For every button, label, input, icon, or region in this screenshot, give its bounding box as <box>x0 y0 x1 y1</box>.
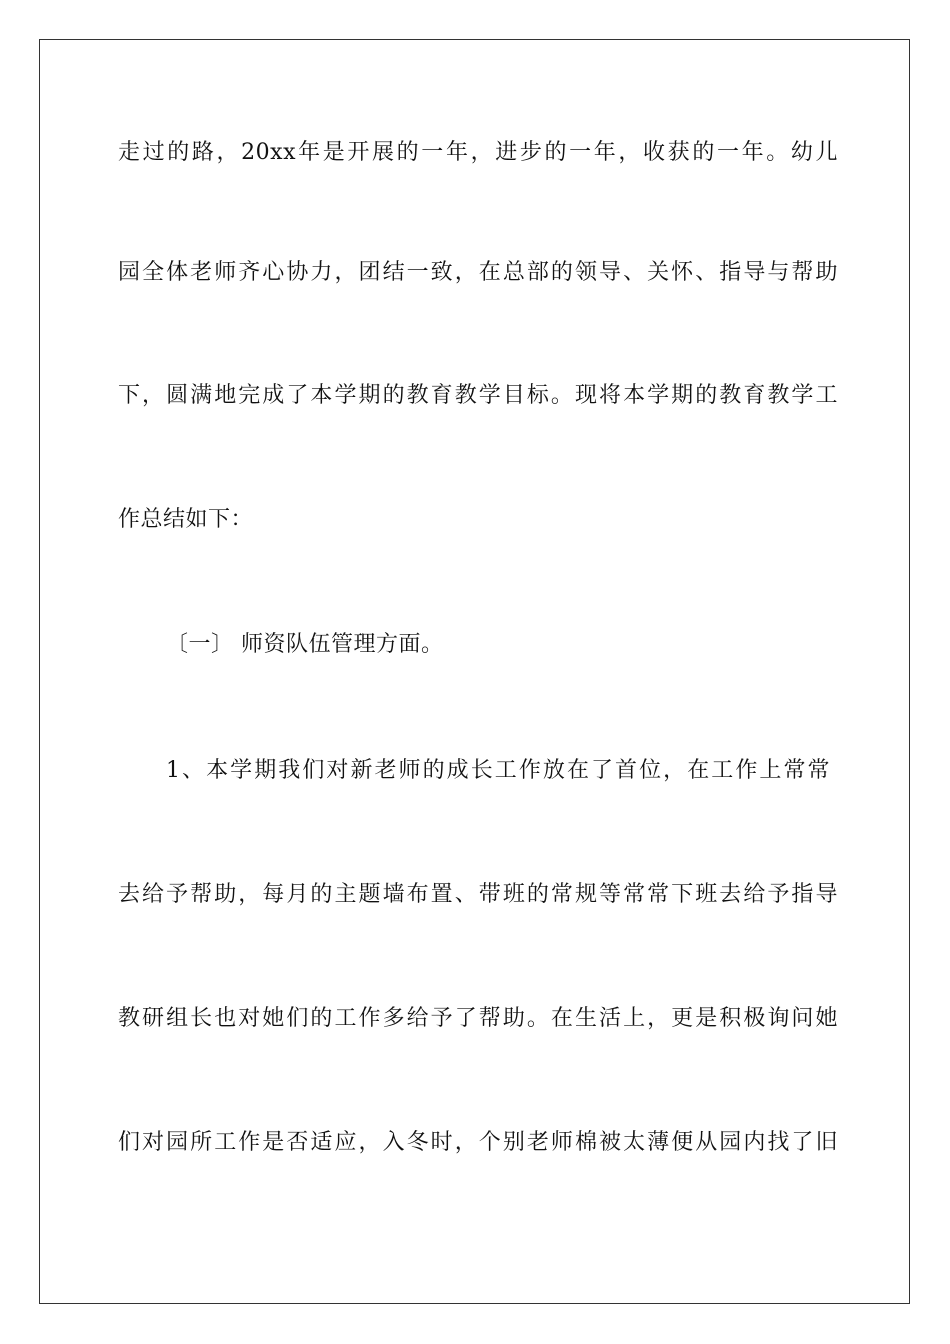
body-text-line: 作总结如下： <box>118 507 254 532</box>
body-text-line: 们对园所工作是否适应，入冬时，个别老师棉被太薄便从园内找了旧 <box>118 1130 838 1155</box>
body-text-line: 去给予帮助，每月的主题墙布置、带班的常规等常常下班去给予指导 <box>118 882 838 907</box>
body-text-line: 下，圆满地完成了本学期的教育教学目标。现将本学期的教育教学工 <box>118 383 838 408</box>
body-text-line: 1、本学期我们对新老师的成长工作放在了首位，在工作上常常 <box>166 758 830 783</box>
section-heading: 〔一〕 师资队伍管理方面。 <box>166 632 444 657</box>
body-text-line: 园全体老师齐心协力，团结一致，在总部的领导、关怀、指导与帮助 <box>118 260 838 285</box>
body-text-line: 教研组长也对她们的工作多给予了帮助。在生活上，更是积极询问她 <box>118 1006 838 1031</box>
page-border <box>39 39 910 1304</box>
body-text-line: 走过的路，20xx年是开展的一年，进步的一年，收获的一年。幼儿 <box>118 140 838 165</box>
